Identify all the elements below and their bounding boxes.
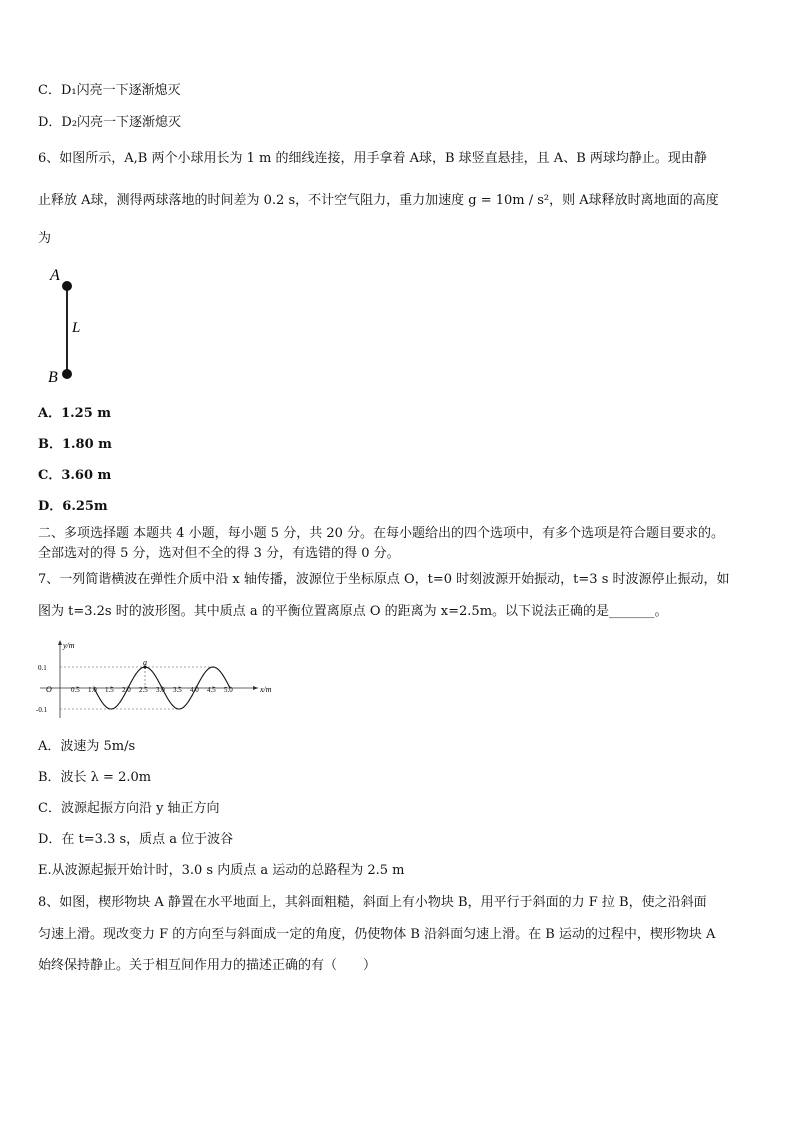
ball-b xyxy=(62,369,72,379)
q8-stem-line1: 8、如图，楔形物块 A 静置在水平地面上，其斜面粗糙，斜面上有小物块 B，用平行于斜面的力 F 拉 B，使之沿斜面 xyxy=(38,895,707,910)
figure-label-a: A xyxy=(50,267,60,284)
x-tick-label: 4.5 xyxy=(207,686,216,694)
y-axis-label: y/m xyxy=(63,641,75,650)
q7-option-b: B．波长 λ = 2.0m xyxy=(38,770,152,785)
y-tick-label: -0.1 xyxy=(36,706,48,714)
x-axis-arrow xyxy=(253,686,258,690)
q6-option-d: D．6.25m xyxy=(38,499,108,514)
x-tick-label: 2.0 xyxy=(122,686,131,694)
q5-option-c: C．D₁闪亮一下逐渐熄灭 xyxy=(38,83,181,98)
x-tick-label: 0.5 xyxy=(71,686,80,694)
q8-stem-line2: 匀速上滑。现改变力 F 的方向至与斜面成一定的角度，仍使物体 B 沿斜面匀速上滑。在 B 运动的过程中，楔形物块 A xyxy=(38,927,716,942)
q6-stem-line2: 止释放 A球，测得两球落地的时间差为 0.2 s，不计空气阻力，重力加速度 g = 10m / s²，则 A球释放时离地面的高度 xyxy=(38,193,719,208)
ball-a xyxy=(62,281,72,291)
x-tick-label: 1.0 xyxy=(88,686,97,694)
x-axis-label: x/m xyxy=(260,685,272,694)
q7-wave-chart xyxy=(36,638,272,722)
figure-label-l: L xyxy=(72,320,81,336)
x-tick-label: 4.0 xyxy=(190,686,199,694)
x-tick-label: 3.5 xyxy=(173,686,182,694)
y-tick-label: 0.1 xyxy=(38,664,47,672)
q6-stem-line1: 6、如图所示，A,B 两个小球用长为 1 m 的细线连接，用手拿着 A球，B 球竖直悬挂，且 A、B 两球均静止。现由静 xyxy=(38,151,707,166)
q7-option-c: C．波源起振方向沿 y 轴正方向 xyxy=(38,801,220,816)
q6-figure-rod xyxy=(40,262,100,388)
x-tick-label: 1.5 xyxy=(105,686,114,694)
section2-heading-line1: 二、多项选择题 本题共 4 小题，每小题 5 分，共 20 分。在每小题给出的四个选项中，有多个选项是符合题目要求的。 xyxy=(38,526,725,541)
point-a-label: a xyxy=(143,658,147,667)
q7-stem-line1: 7、一列简谐横波在弹性介质中沿 x 轴传播，波源位于坐标原点 O，t=0 时刻波源开始振动，t=3 s 时波源停止振动，如 xyxy=(38,572,730,587)
x-tick-label: 5.0 xyxy=(224,686,233,694)
q6-option-c: C．3.60 m xyxy=(38,468,112,483)
q6-option-a: A．1.25 m xyxy=(38,406,112,421)
q6-option-b: B．1.80 m xyxy=(38,437,112,452)
q7-option-e: E.从波源起振开始计时，3.0 s 内质点 a 运动的总路程为 2.5 m xyxy=(38,863,405,878)
figure-label-b: B xyxy=(48,369,58,386)
section2-heading-line2: 全部选对的得 5 分，选对但不全的得 3 分，有选错的得 0 分。 xyxy=(38,546,400,561)
q7-option-d: D．在 t=3.3 s，质点 a 位于波谷 xyxy=(38,832,234,847)
q6-stem-line3: 为 xyxy=(38,231,52,246)
q7-option-a: A．波速为 5m/s xyxy=(38,739,136,754)
y-axis-arrow xyxy=(58,640,62,645)
x-tick-label: 2.5 xyxy=(139,686,148,694)
q7-stem-line2: 图为 t=3.2s 时的波形图。其中质点 a 的平衡位置离原点 O 的距离为 x=2.5m。以下说法正确的是_______。 xyxy=(38,604,668,619)
x-tick-label: 3.0 xyxy=(156,686,165,694)
origin-label: O xyxy=(46,685,52,694)
q8-stem-line3: 始终保持静止。关于相互间作用力的描述正确的有（ ） xyxy=(38,958,377,973)
q5-option-d: D．D₂闪亮一下逐渐熄灭 xyxy=(38,115,182,130)
